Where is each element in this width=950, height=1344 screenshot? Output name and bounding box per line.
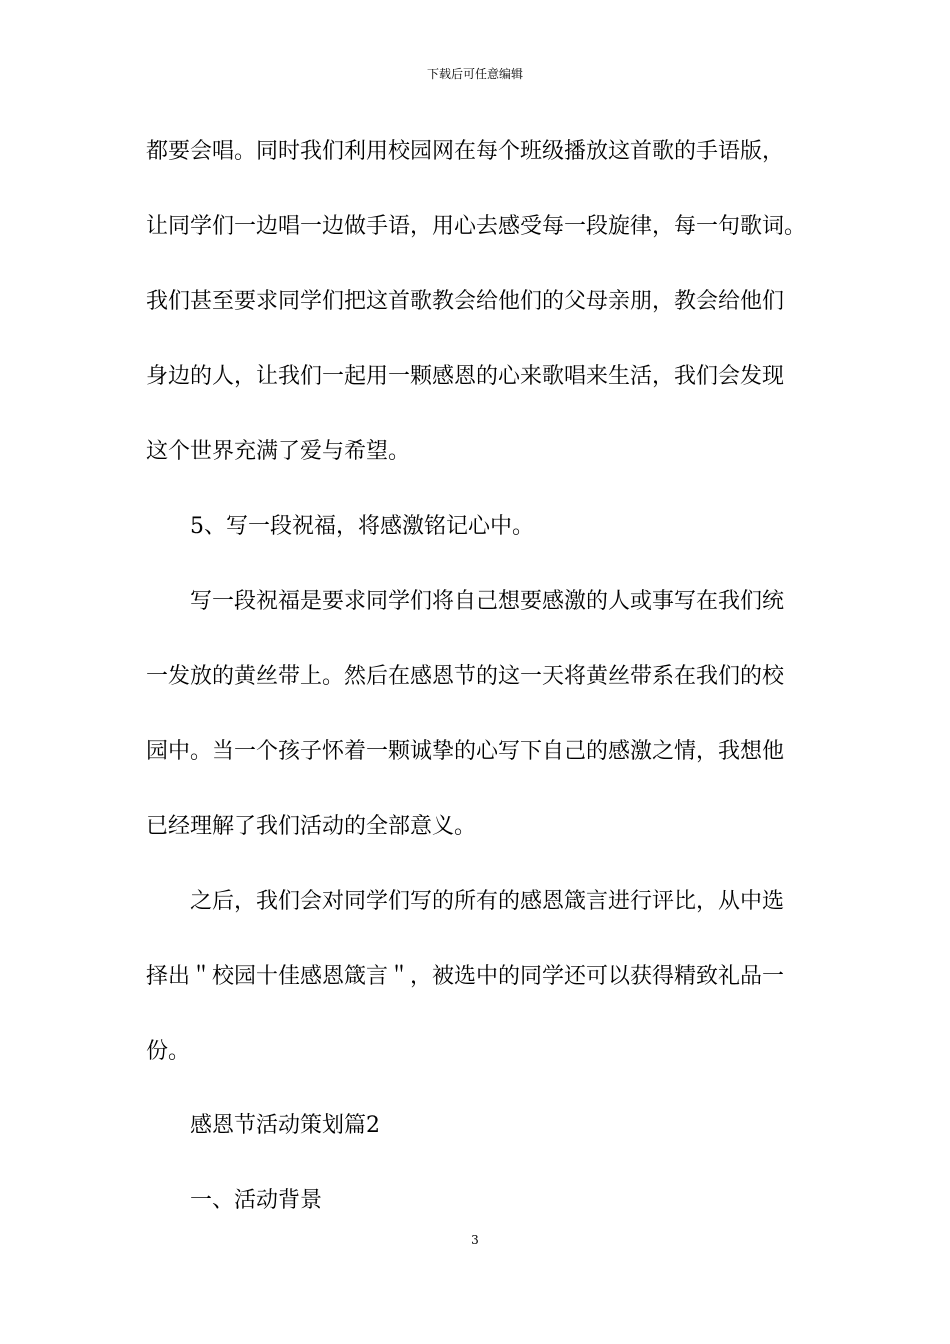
body-line: 一发放的黄丝带上。然后在感恩节的这一天将黄丝带系在我们的校	[146, 664, 785, 689]
article-title: 感恩节活动策划篇2	[190, 1113, 380, 1138]
body-line: 份。	[146, 1039, 191, 1064]
body-line: 让同学们一边唱一边做手语，用心去感受每一段旋律，每一句歌词。	[146, 214, 807, 239]
page-header: 下载后可任意编辑	[426, 67, 523, 81]
body-line: 已经理解了我们活动的全部意义。	[146, 814, 477, 839]
body-line: 都要会唱。同时我们利用校园网在每个班级播放这首歌的手语版，	[146, 139, 785, 164]
paragraph-start-line: 之后，我们会对同学们写的所有的感恩箴言进行评比，从中选	[190, 889, 785, 914]
page-number: 3	[471, 1233, 479, 1247]
body-line: 园中。当一个孩子怀着一颗诚挚的心写下自己的感激之情，我想他	[146, 739, 785, 764]
section-heading: 一、活动背景	[190, 1188, 323, 1213]
paragraph-start-line: 写一段祝福是要求同学们将自己想要感激的人或事写在我们统	[190, 589, 785, 614]
section-heading: 5、写一段祝福，将感激铭记心中。	[190, 514, 534, 539]
body-line: 身边的人，让我们一起用一颗感恩的心来歌唱来生活，我们会发现	[146, 364, 785, 389]
body-line: 择出＂校园十佳感恩箴言＂，被选中的同学还可以获得精致礼品一	[146, 964, 785, 989]
body-line: 这个世界充满了爱与希望。	[146, 439, 411, 464]
body-line: 我们甚至要求同学们把这首歌教会给他们的父母亲朋，教会给他们	[146, 289, 785, 314]
